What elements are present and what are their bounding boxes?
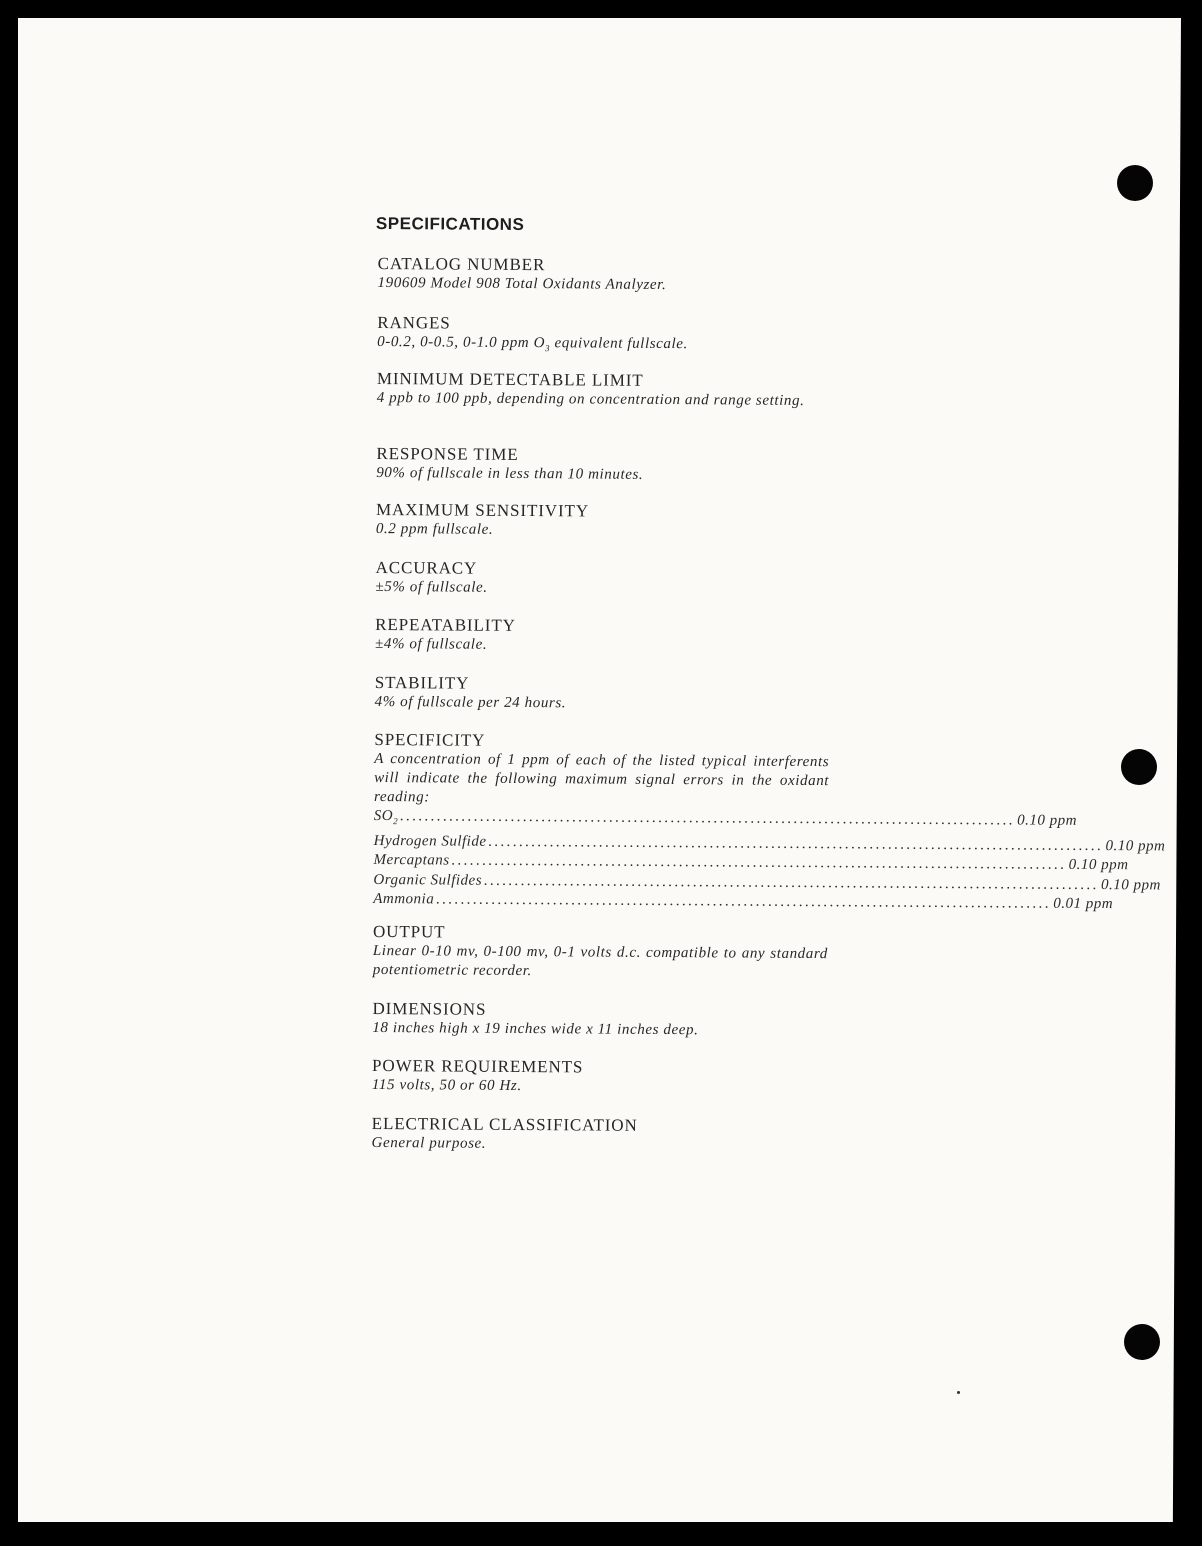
interferent-row [373, 807, 1078, 835]
spec-heading: DIMENSIONS [372, 998, 487, 1019]
interferent-value: 0.10 ppm [1101, 876, 1161, 893]
interferent-value: 0.10 ppm [1068, 856, 1129, 874]
interferent-value: 0.01 ppm [1053, 895, 1114, 913]
spec-catalog-number [377, 254, 832, 296]
spec-accuracy [375, 558, 830, 600]
spec-repeatability [375, 615, 830, 657]
spec-heading: REPEATABILITY [375, 614, 516, 635]
spec-stability [375, 673, 830, 715]
interferent-name: $SO_2$ [373, 807, 399, 827]
range-text: 0-0.2, 0-0.5, 0-1.0 ppm O [377, 333, 546, 352]
interferent-value: 0.10 ppm [1105, 837, 1166, 854]
spec-dimensions [372, 999, 827, 1041]
dot-leader: .................................................................................................... [488, 833, 1104, 854]
subscript: 2 [393, 816, 399, 827]
spec-value: 4 ppb to 100 ppb, depending on concentration and range setting. [376, 389, 805, 409]
spec-maximum-sensitivity [376, 500, 831, 542]
ozone-subscript: 3 [544, 343, 551, 354]
dot-leader: .................................................................................................... [484, 872, 1100, 893]
spec-value: ±5% of fullscale. [375, 578, 488, 596]
spec-value: General purpose. [371, 1134, 487, 1152]
spec-power-requirements [372, 1056, 827, 1098]
spec-value: Linear 0-10 mv, 0-100 mv, 0-1 volts d.c. compatible to any standard potentiometric recorder. [372, 942, 828, 980]
spec-value: 115 volts, 50 or 60 Hz. [371, 1076, 522, 1095]
spec-heading: POWER REQUIREMENTS [372, 1055, 584, 1077]
spec-value [377, 333, 832, 360]
spec-output [373, 922, 828, 983]
spec-heading: CATALOG NUMBER [377, 253, 546, 275]
dot-leader: .................................................................................................... [451, 852, 1067, 873]
spec-heading: RESPONSE TIME [376, 443, 519, 464]
spec-response-time [376, 444, 831, 486]
spec-value: ±4% of fullscale. [374, 635, 488, 653]
spec-value: 90% of fullscale in less than 10 minutes. [376, 464, 644, 483]
spec-heading: OUTPUT [372, 921, 446, 942]
spec-heading: ACCURACY [375, 557, 478, 578]
spec-heading: MAXIMUM SENSITIVITY [375, 499, 590, 521]
spec-heading: RANGES [377, 312, 451, 333]
spec-ranges [377, 313, 832, 360]
spec-electrical-classification [371, 1114, 826, 1156]
spec-heading: SPECIFICITY [374, 729, 486, 750]
interferent-name: Mercaptans [373, 851, 450, 869]
spec-heading: STABILITY [374, 672, 470, 693]
interferent-list [373, 807, 1166, 913]
page-title: SPECIFICATIONS [375, 213, 525, 235]
spec-value: 4% of fullscale per 24 hours. [374, 693, 567, 712]
interferent-value: 0.10 ppm [1017, 812, 1078, 829]
spec-specificity [373, 729, 1166, 913]
spec-heading: ELECTRICAL CLASSIFICATION [371, 1113, 638, 1135]
dot-leader: .................................................................................................... [400, 808, 1016, 829]
interferent-name: Organic Sulfides [373, 871, 483, 889]
spec-heading: MINIMUM DETECTABLE LIMIT [376, 368, 644, 390]
spec-value: 190609 Model 908 Total Oxidants Analyzer. [377, 274, 667, 294]
interferent-name: Hydrogen Sulfide [373, 832, 487, 850]
spec-minimum-detectable-limit [377, 369, 832, 411]
spec-value: A concentration of 1 ppm of each of the listed typical interferents will indicate the following maximum signal errors in the oxidant reading: [373, 750, 830, 806]
spec-value: 18 inches high x 19 inches wide x 11 inches deep. [372, 1019, 699, 1039]
dot-leader: .................................................................................................... [436, 891, 1052, 912]
range-text-end: equivalent fullscale. [550, 335, 688, 353]
spec-value: 0.2 ppm fullscale. [375, 520, 494, 538]
interferent-row [373, 890, 1114, 913]
interferent-name: Ammonia [373, 890, 435, 908]
